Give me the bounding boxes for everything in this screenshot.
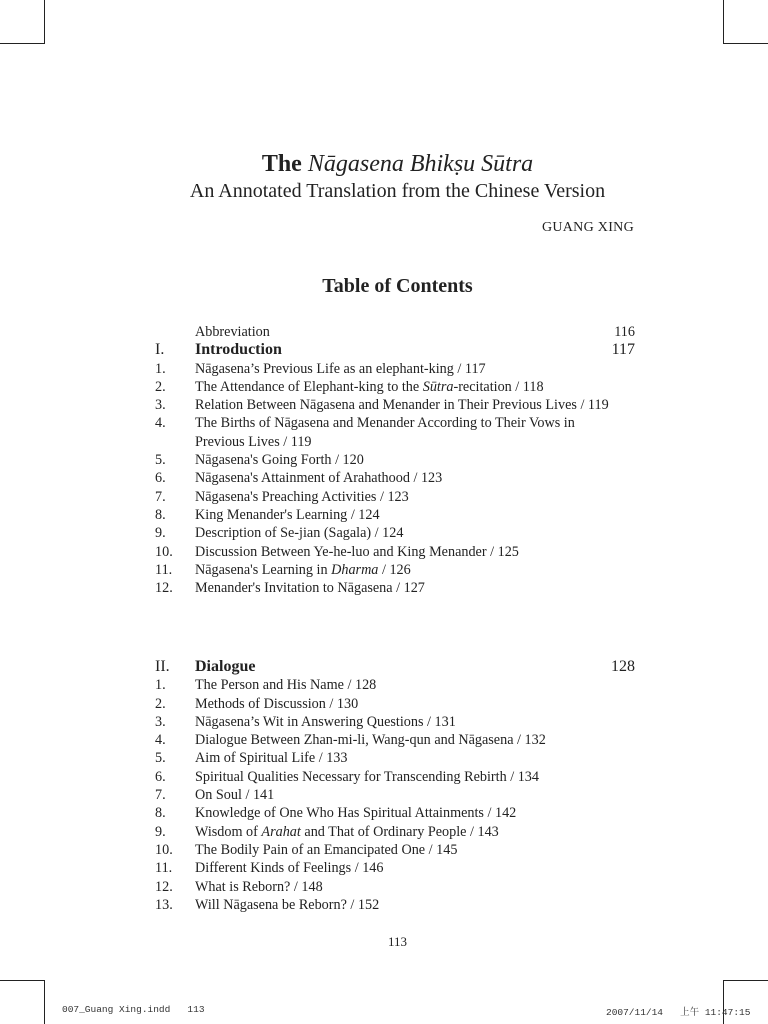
- toc-entry-text-pre: Nāgasena's Learning in: [195, 561, 332, 578]
- toc-entry-number: 12.: [155, 878, 173, 895]
- toc-entry-row: [155, 823, 635, 841]
- toc-abbreviation-page: 116: [614, 324, 635, 340]
- toc-entry-text: Dialogue Between Zhan-mi-li, Wang-qun and Nāgasena / 132: [195, 732, 546, 749]
- footer-file-info: 007_Guang Xing.indd 113: [62, 1004, 205, 1015]
- crop-mark-bottom-left-h: [0, 980, 44, 981]
- toc-entry-text-italic: Arahat: [261, 823, 301, 840]
- toc-entry-number: 10.: [155, 841, 173, 858]
- toc-entry-number: 7.: [155, 488, 166, 505]
- toc-entry-text: Nāgasena's Attainment of Arahathood / 123: [195, 470, 443, 487]
- toc-entry-text: The Births of Nāgasena and Menander According to Their Vows in Previous Lives / 119: [195, 415, 575, 450]
- toc-entry-number: 9.: [155, 823, 166, 840]
- toc-entry-text: Nāgasena’s Wit in Answering Questions / 131: [195, 713, 456, 730]
- toc-entry-text: Nāgasena's Going Forth / 120: [195, 452, 364, 469]
- crop-mark-bottom-right-h: [724, 980, 768, 981]
- title-italic: Nāgasena Bhikṣu Sūtra: [307, 151, 534, 177]
- toc-entry-row: [155, 469, 635, 487]
- toc-entry-text: King Menander's Learning / 124: [195, 506, 380, 523]
- crop-mark-bottom-left-v: [44, 980, 45, 1024]
- toc-entry-text: Methods of Discussion / 130: [195, 695, 359, 712]
- toc-entry-number: 1.: [155, 677, 166, 694]
- toc-entry-row: [155, 859, 635, 877]
- toc-section-title: Introduction: [195, 341, 282, 359]
- toc-entry-text-italic: Sūtra: [422, 378, 454, 395]
- toc-entry-text: Will Nāgasena be Reborn? / 152: [195, 896, 380, 913]
- toc-entry-text-italic: Dharma: [331, 561, 379, 578]
- toc-entry-row: [155, 896, 635, 914]
- crop-mark-top-left-v: [44, 0, 45, 44]
- toc-entry-row: [155, 786, 635, 804]
- toc-entry-number: 8.: [155, 506, 166, 523]
- toc-entry-text: Nāgasena’s Previous Life as an elephant-king / 117: [195, 360, 486, 377]
- toc-entry-row: [155, 804, 635, 822]
- toc-abbreviation-label: Abbreviation: [195, 324, 270, 340]
- toc-entry-text: The Person and His Name / 128: [195, 677, 377, 694]
- toc-section-row: [155, 658, 635, 676]
- toc-entry-text: Knowledge of One Who Has Spiritual Attainments / 142: [195, 805, 517, 822]
- toc-entry-number: 11.: [155, 561, 173, 578]
- toc-section-title: Dialogue: [195, 658, 256, 675]
- toc-section-numeral: I.: [155, 341, 165, 359]
- toc-entry-row: [155, 731, 635, 749]
- toc-entry-text: Different Kinds of Feelings / 146: [195, 860, 384, 877]
- toc-section-row: [155, 341, 635, 359]
- page-number: 113: [387, 934, 408, 949]
- toc-entry-number: 6.: [155, 768, 166, 785]
- toc-entry-row: [155, 561, 635, 579]
- toc-entry-number: 13.: [155, 896, 173, 913]
- toc-entry-number: 3.: [155, 397, 166, 414]
- toc-entry-number: 4.: [155, 732, 166, 749]
- document-title: [0, 150, 768, 178]
- toc-entry-number: 7.: [155, 787, 166, 804]
- toc-entry-text-post: -recitation / 118: [453, 378, 544, 395]
- toc-heading: Table of Contents: [322, 275, 473, 297]
- toc-entry-row: [155, 579, 635, 597]
- toc-entry-number: 2.: [155, 378, 166, 395]
- toc-entry-number: 11.: [155, 860, 173, 877]
- title-lead: The: [261, 151, 302, 177]
- toc-entry-row: [155, 543, 635, 561]
- toc-entry-row: [155, 841, 635, 859]
- toc-entry-text-pre: Wisdom of: [195, 823, 262, 840]
- toc-entry-row: [155, 695, 635, 713]
- toc-entry-row: [155, 488, 635, 506]
- toc-part-1: [155, 323, 635, 597]
- toc-entry-text: What is Reborn? / 148: [195, 878, 323, 895]
- toc-entry-text: Menander's Invitation to Nāgasena / 127: [195, 580, 425, 597]
- toc-entry-number: 9.: [155, 525, 166, 542]
- toc-entry-text-post: and That of Ordinary People / 143: [300, 823, 499, 840]
- author-name: GUANG XING: [541, 220, 634, 235]
- toc-entry-text: On Soul / 141: [195, 787, 275, 804]
- crop-mark-top-left-h: [0, 43, 44, 44]
- toc-entry-text: Discussion Between Ye-he-luo and King Menander / 125: [195, 543, 519, 560]
- toc-entry-row: [155, 396, 635, 414]
- toc-entry-number: 3.: [155, 713, 166, 730]
- toc-entry-text: The Bodily Pain of an Emancipated One / 145: [195, 841, 458, 858]
- toc-entry-number: 2.: [155, 695, 166, 712]
- toc-entry-text-post: / 126: [378, 561, 411, 578]
- toc-section-page: 128: [611, 658, 635, 675]
- toc-entry-row: [155, 524, 635, 542]
- toc-entry-row: [155, 506, 635, 524]
- toc-entry-number: 6.: [155, 470, 166, 487]
- toc-entry-text: [195, 823, 635, 841]
- document-subtitle: An Annotated Translation from the Chinese Version: [189, 180, 606, 202]
- toc-entry-number: 5.: [155, 452, 166, 469]
- toc-section-page: 117: [611, 341, 635, 359]
- toc-abbreviation-row: [155, 323, 635, 341]
- toc-entry-number: 5.: [155, 750, 166, 767]
- toc-entry-number: 4.: [155, 415, 166, 432]
- toc-entry-text: Nāgasena's Preaching Activities / 123: [195, 488, 409, 505]
- toc-section-numeral: II.: [155, 658, 170, 675]
- toc-entry-row: [155, 676, 635, 694]
- crop-mark-top-right-h: [724, 43, 768, 44]
- footer-timestamp: 2007/11/14 上午 11:47:15: [606, 1007, 751, 1018]
- toc-entry-row: [155, 378, 635, 396]
- toc-entry-text-pre: The Attendance of Elephant-king to the: [195, 378, 423, 395]
- toc-entry-row: [155, 713, 635, 731]
- toc-entry-text: Spiritual Qualities Necessary for Transcending Rebirth / 134: [195, 768, 539, 785]
- crop-mark-top-right-v: [723, 0, 724, 44]
- toc-entry-text: [195, 561, 635, 579]
- toc-entry-number: 8.: [155, 805, 166, 822]
- toc-part-2: [155, 658, 635, 914]
- toc-entry-row: [155, 360, 635, 378]
- toc-entry-row: [155, 414, 635, 451]
- toc-entry-row: [155, 768, 635, 786]
- toc-entry-row: [155, 451, 635, 469]
- toc-entry-text: Description of Se-jian (Sagala) / 124: [195, 525, 404, 542]
- toc-entry-text: Aim of Spiritual Life / 133: [195, 750, 348, 767]
- toc-entry-number: 1.: [155, 360, 166, 377]
- toc-entry-text: [195, 378, 635, 396]
- toc-entry-number: 10.: [155, 543, 173, 560]
- toc-entry-row: [155, 878, 635, 896]
- toc-entry-number: 12.: [155, 580, 173, 597]
- toc-entry-text: Relation Between Nāgasena and Menander in Their Previous Lives / 119: [195, 397, 609, 414]
- toc-entry-row: [155, 749, 635, 767]
